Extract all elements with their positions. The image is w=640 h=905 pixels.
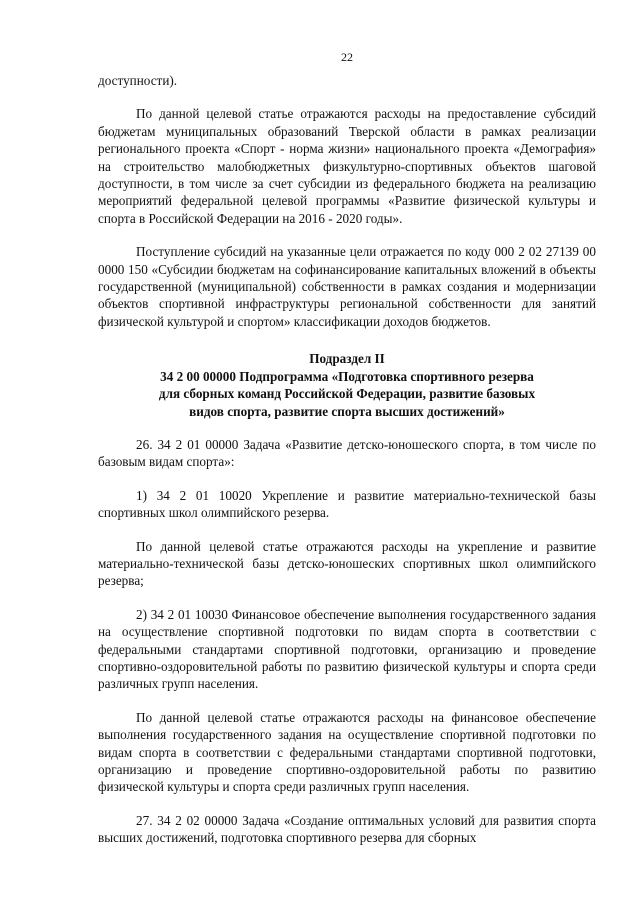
task-27-paragraph: 27. 34 2 02 00000 Задача «Создание оптимальных условий для развития спорта высших достижений, подготовка спортивного резерва для сборных (98, 812, 596, 846)
subsection-heading-line: видов спорта, развитие спорта высших достижений» (189, 403, 505, 419)
item-1-paragraph: 1) 34 2 01 10020 Укрепление и развитие материально-технической базы спортивных школ олимпийского резерва. (98, 487, 596, 521)
page-number: 22 (341, 50, 353, 64)
document-body (98, 72, 596, 847)
item-1-description: По данной целевой статье отражаются расходы на укрепление и развитие материально-технической базы детско-юношеских спортивных школ олимпийского резерва; (98, 538, 596, 589)
item-2-paragraph: 2) 34 2 01 10030 Финансовое обеспечение выполнения государственного задания на осуществление спортивной подготовки по видам спорта в соответствии с федеральными стандартами спортивной подготовки, организацию и проведение спортивно-оздоровительной работы по развитию физической культуры и спорта среди различных групп населения. (98, 606, 596, 692)
task-26-paragraph: 26. 34 2 01 00000 Задача «Развитие детско-юношеского спорта, в том числе по базовым видам спорта»: (98, 436, 596, 470)
paragraph-subsidies-income-code: Поступление субсидий на указанные цели отражается по коду 000 2 02 27139 00 0000 150 «Субсидии бюджетам на софинансирование капитальных вложений в объекты государственной (муниципальной) собственности в рамках создания и модернизации объектов спортивной инфраструктуры региональной собственности для занятий физической культурой и спортом» классификации доходов бюджетов. (98, 244, 596, 329)
subsection-heading-line: для сборных команд Российской Федерации, развитие базовых (158, 386, 536, 402)
paragraph-subsidies-description: По данной целевой статье отражаются расходы на предоставление субсидий бюджетам муниципальных образований Тверской области в рамках реализации регионального проекта «Спорт - норма жизни» национального проекта «Демография» на строительство малобюджетных физкультурно-спортивных объектов шаговой доступности, в том числе за счет субсидии из федерального бюджета на реализацию мероприятий федеральной целевой программы «Развитие физической культуры и спорта в Российской Федерации на 2016 - 2020 годы». (98, 106, 596, 226)
continuation-text: доступности). (98, 73, 178, 88)
item-2-description: По данной целевой статье отражаются расходы на финансовое обеспечение выполнения государственного задания на осуществление спортивной подготовки по видам спорта в соответствии с федеральными стандартами спортивной подготовки, организацию и проведение спортивно-оздоровительной работы по развитию физической культуры и спорта среди различных групп населения. (98, 709, 596, 795)
subsection-title: Подраздел II (309, 351, 385, 367)
subsection-heading (98, 350, 596, 420)
subsection-heading-line: 34 2 00 00000 Подпрограмма «Подготовка спортивного резерва (160, 368, 534, 384)
